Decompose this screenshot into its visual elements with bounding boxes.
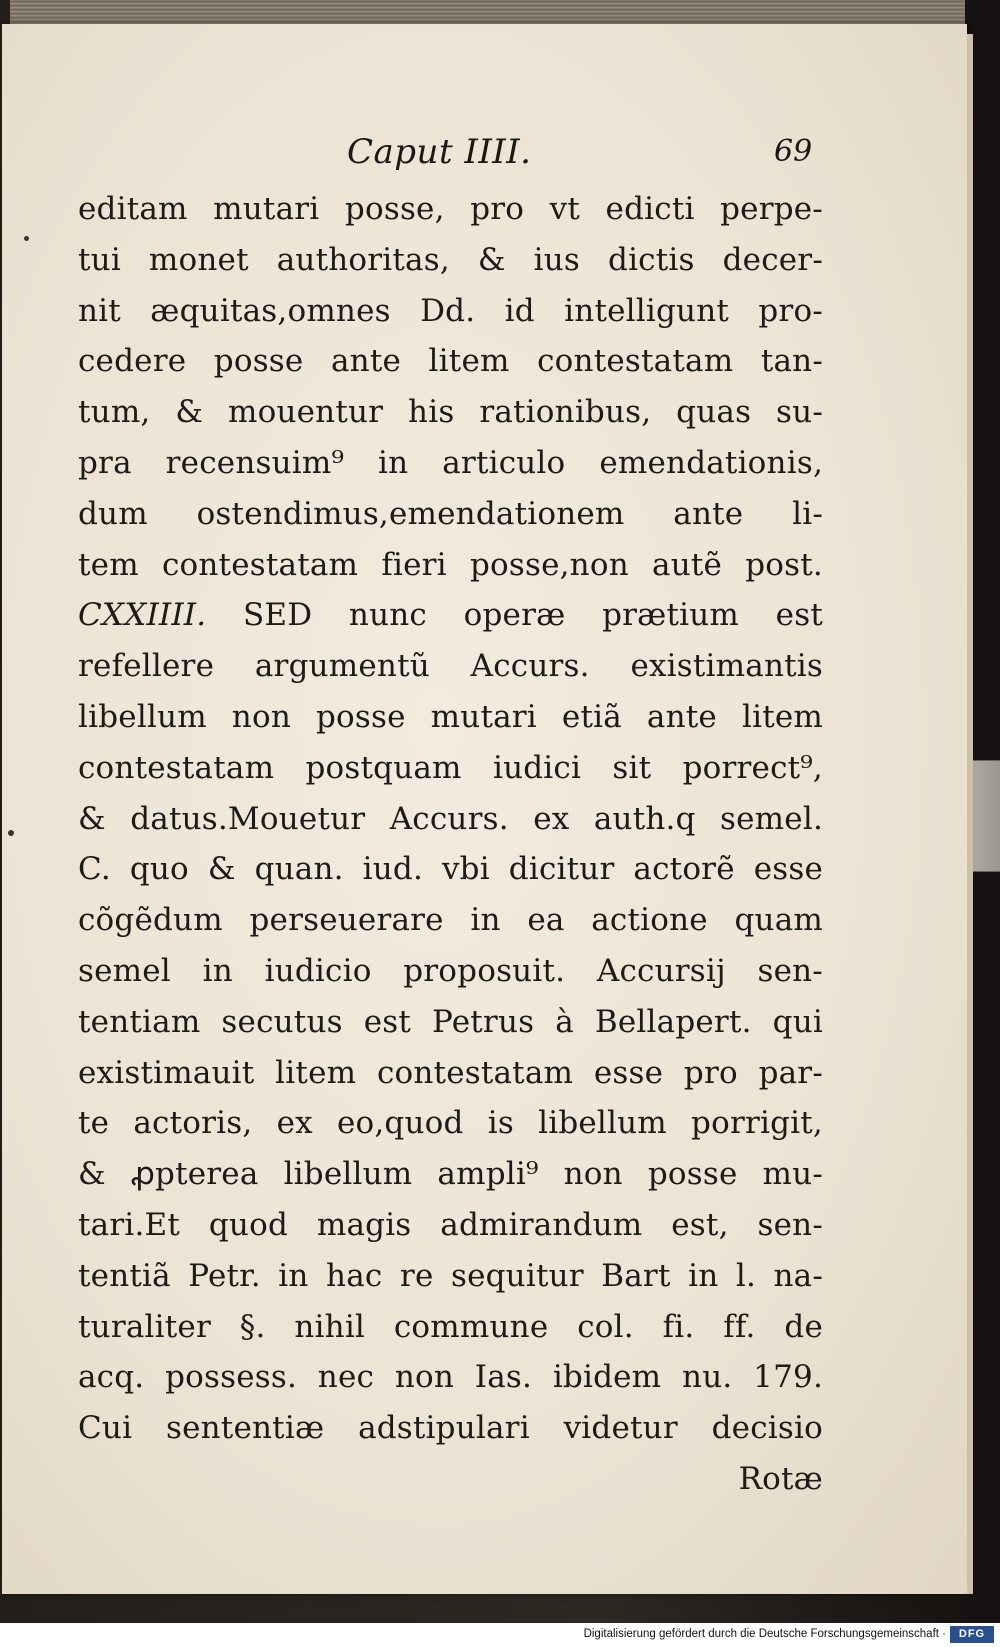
page-number: 69 <box>774 134 813 169</box>
text-line: tentiam secutus est Petrus à Bellapert. qui <box>78 1003 823 1040</box>
text-line: contestatam postquam iudici sit porrect⁹, <box>78 749 823 786</box>
text-line: refellere argumentũ Accurs. existimantis <box>78 648 823 685</box>
text-line: te actoris, ex eo,quod is libellum porrigit, <box>78 1105 823 1142</box>
text-line: C. quo & quan. iud. vbi dicitur actorẽ esse <box>78 851 823 888</box>
text-line: editam mutari posse, pro vt edicti perpe- <box>78 191 823 227</box>
page-fore-edge <box>967 34 973 1594</box>
running-head <box>2 124 902 174</box>
funding-credit: Digitalisierung gefördert durch die Deutsche Forschungsgemeinschaft · <box>583 1628 946 1640</box>
text-line: acq. possess. nec non Ias. ibidem nu. 179. <box>78 1359 823 1396</box>
body-text <box>78 184 823 1505</box>
text-line: tum, & mouentur his rationibus, quas su- <box>78 394 823 431</box>
text-line: & datus.Mouetur Accurs. ex auth.q semel. <box>78 800 823 837</box>
text-line: libellum non posse mutari etiã ante litem <box>78 698 823 735</box>
section-line <box>78 590 823 641</box>
text-line: Cui sententiæ adstipulari videtur decisio <box>78 1410 823 1447</box>
text-line: dum ostendimus,emendationem ante li- <box>78 495 823 532</box>
ink-speck <box>8 830 14 836</box>
text-line: tem contestatam fieri posse,non autẽ post. <box>78 546 823 583</box>
text-line: tui monet authoritas, & ius dictis decer- <box>78 241 823 278</box>
text-line: pra recensuim⁹ in articulo emendationis, <box>78 444 823 481</box>
text-line: turaliter §. nihil commune col. fi. ff. de <box>78 1308 823 1345</box>
text-line: tari.Et quod magis admirandum est, sen- <box>78 1206 823 1243</box>
dfg-logo: DFG <box>950 1626 994 1643</box>
text-line: tentiã Petr. in hac re sequitur Bart in l. na- <box>78 1257 823 1294</box>
text-line: cedere posse ante litem contestatam tan- <box>78 343 823 380</box>
catchword: Rotæ <box>738 1460 823 1497</box>
text-line: semel in iudicio proposuit. Accursij sen- <box>78 952 823 989</box>
section-number: CXXIIII. <box>78 597 207 634</box>
digitization-footer <box>0 1623 1000 1647</box>
running-title: Caput IIII. <box>347 132 532 172</box>
text-line: cõgẽdum perseuerare in ea actione quam <box>78 902 823 939</box>
text-line: & ꝓpterea libellum ampli⁹ non posse mu- <box>78 1156 823 1193</box>
book-page <box>2 24 967 1594</box>
text-line: nit æquitas,omnes Dd. id intelligunt pro- <box>78 292 823 329</box>
text-line: existimauit litem contestatam esse pro par- <box>78 1054 823 1091</box>
section-text: SED nunc operæ prætium est <box>242 597 823 634</box>
ink-speck <box>24 236 29 241</box>
